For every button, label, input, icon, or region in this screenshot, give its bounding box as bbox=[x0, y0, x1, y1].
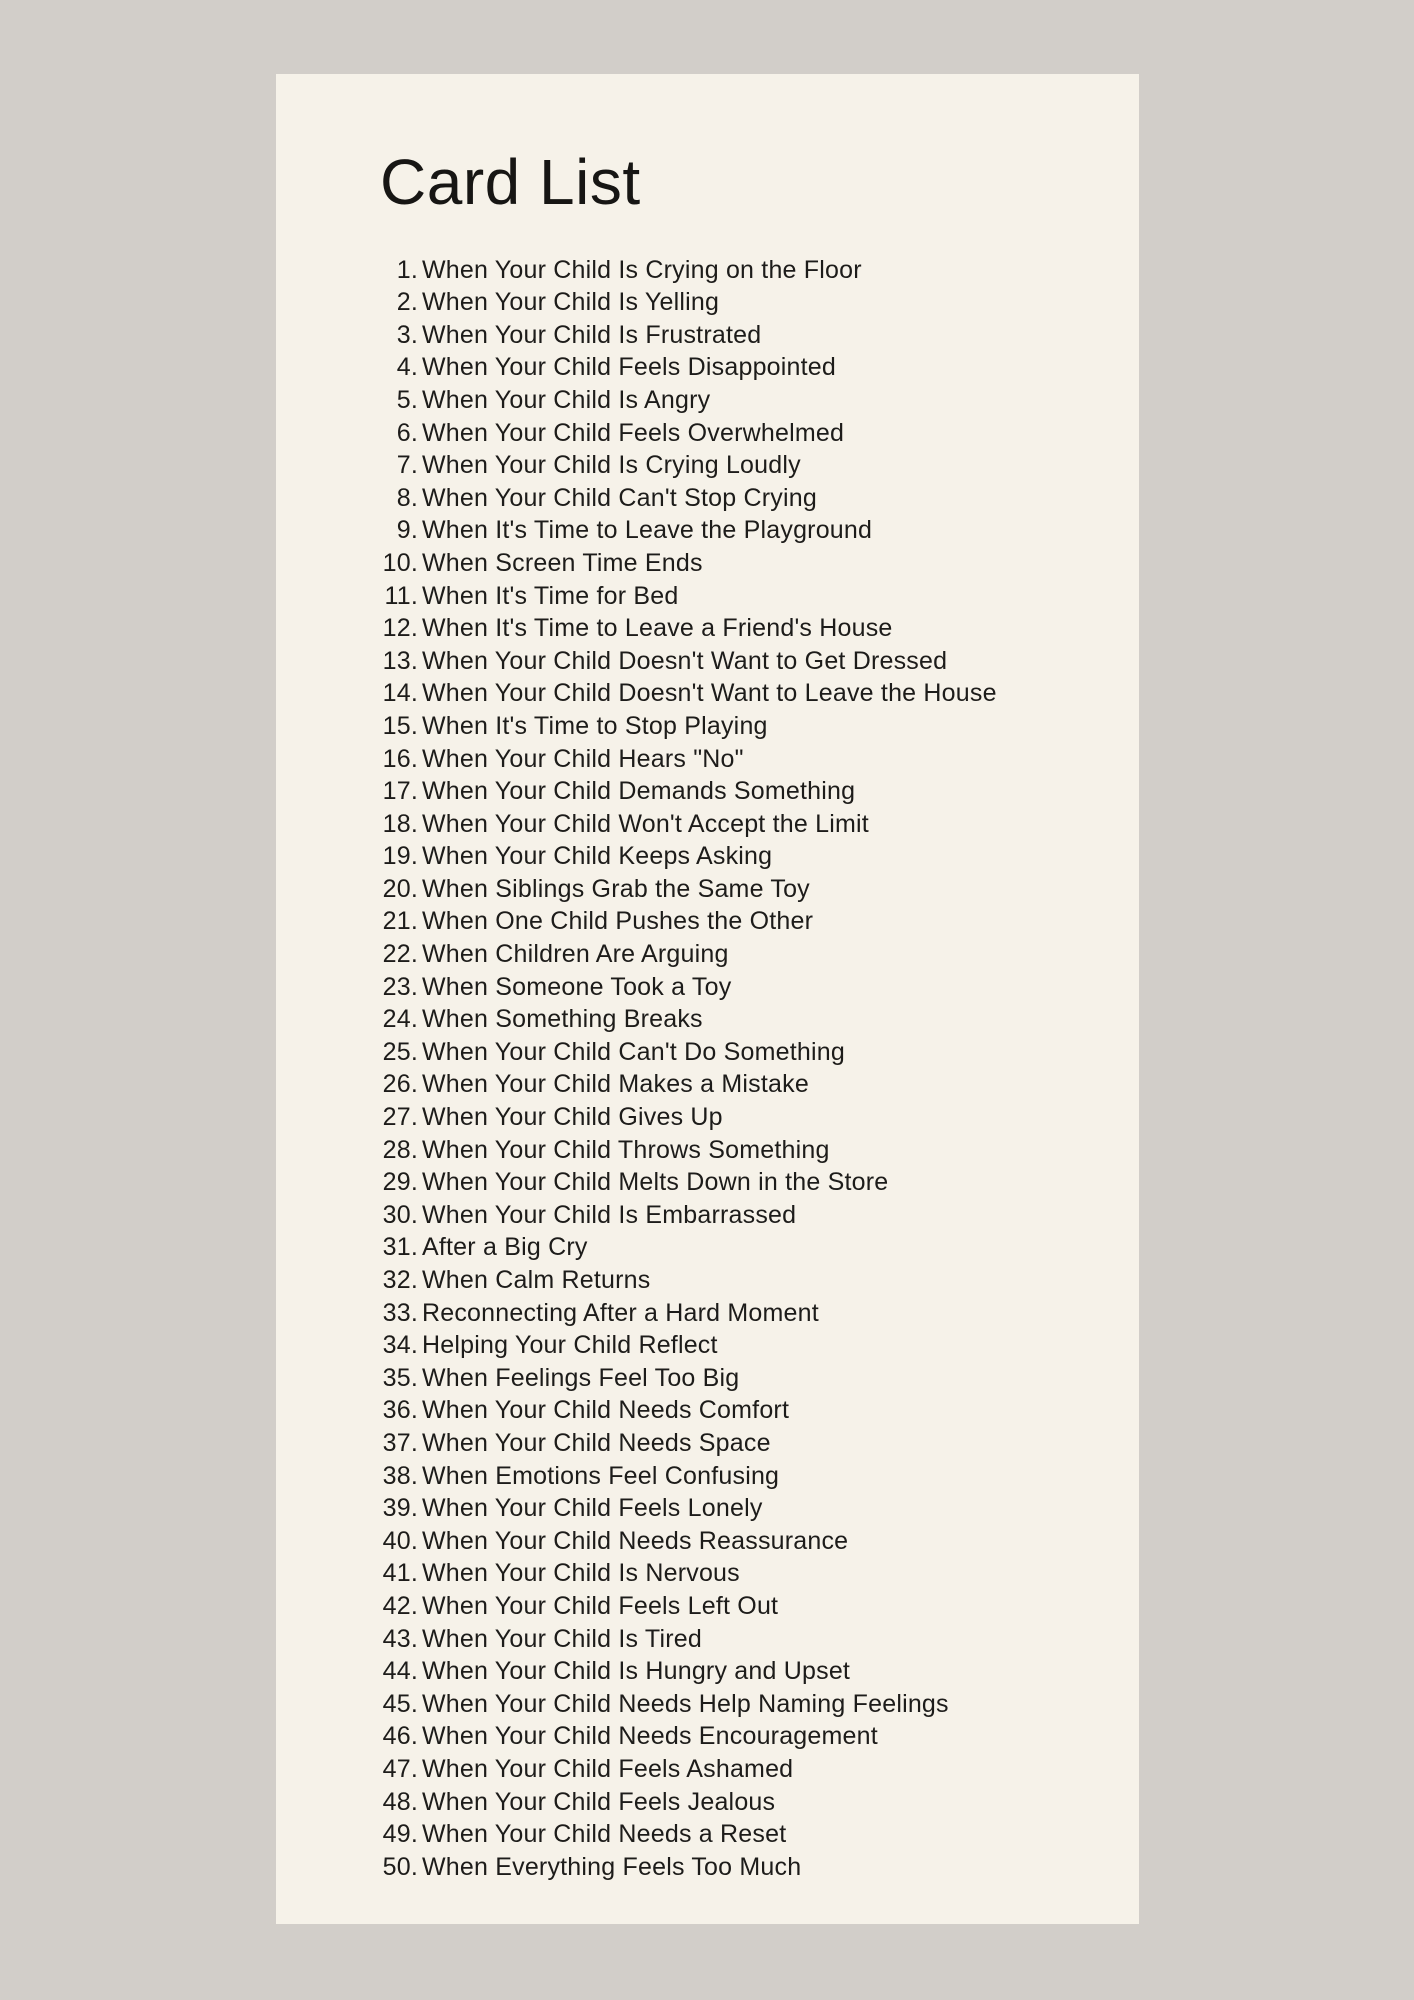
list-item-label: When Your Child Doesn't Want to Leave the House bbox=[422, 679, 997, 708]
list-item-label: When It's Time for Bed bbox=[422, 581, 679, 610]
list-item bbox=[276, 351, 1139, 384]
list-item-number: 43. bbox=[382, 1624, 418, 1653]
list-item-label: When Your Child Feels Ashamed bbox=[422, 1754, 794, 1783]
list-item-number: 19. bbox=[382, 842, 418, 871]
list-item-number: 47. bbox=[382, 1754, 418, 1783]
list-item bbox=[276, 808, 1139, 841]
list-item-number: 4. bbox=[396, 353, 418, 382]
list-item-label: When Your Child Is Nervous bbox=[422, 1559, 740, 1588]
list-item-number: 13. bbox=[382, 646, 418, 675]
list-item-number: 5. bbox=[396, 385, 418, 414]
card-list bbox=[276, 254, 1139, 1884]
list-item bbox=[276, 1068, 1139, 1101]
list-item bbox=[276, 1525, 1139, 1558]
list-item-number: 27. bbox=[382, 1103, 418, 1132]
list-item bbox=[276, 1394, 1139, 1427]
list-item-label: When Your Child Needs Encouragement bbox=[422, 1722, 878, 1751]
list-item-label: When Emotions Feel Confusing bbox=[422, 1461, 780, 1490]
list-item bbox=[276, 1720, 1139, 1753]
list-item-label: When Your Child Is Embarrassed bbox=[422, 1200, 797, 1229]
list-item-label: When Children Are Arguing bbox=[422, 940, 729, 969]
list-item-label: When Your Child Hears "No" bbox=[422, 744, 744, 773]
list-item-label: When Your Child Doesn't Want to Get Dressed bbox=[422, 646, 948, 675]
list-item bbox=[276, 710, 1139, 743]
list-item bbox=[276, 1655, 1139, 1688]
list-item-number: 12. bbox=[382, 614, 418, 643]
list-item bbox=[276, 1623, 1139, 1656]
list-item-number: 35. bbox=[382, 1363, 418, 1392]
list-item-number: 20. bbox=[382, 874, 418, 903]
list-item bbox=[276, 1231, 1139, 1264]
list-item-number: 42. bbox=[382, 1591, 418, 1620]
list-item-number: 23. bbox=[382, 972, 418, 1001]
list-item bbox=[276, 417, 1139, 450]
list-item-label: When Your Child Can't Stop Crying bbox=[422, 483, 817, 512]
list-item bbox=[276, 1557, 1139, 1590]
list-item bbox=[276, 1199, 1139, 1232]
list-item-label: When Your Child Is Frustrated bbox=[422, 320, 762, 349]
list-item-label: When Your Child Needs Help Naming Feelings bbox=[422, 1689, 949, 1718]
list-item-number: 24. bbox=[382, 1005, 418, 1034]
list-item bbox=[276, 905, 1139, 938]
list-item-label: When It's Time to Stop Playing bbox=[422, 711, 768, 740]
list-item-number: 46. bbox=[382, 1722, 418, 1751]
list-item-label: When Your Child Makes a Mistake bbox=[422, 1070, 809, 1099]
list-item-label: When Your Child Is Yelling bbox=[422, 288, 720, 317]
list-item-label: When Siblings Grab the Same Toy bbox=[422, 874, 810, 903]
list-item bbox=[276, 286, 1139, 319]
list-item-label: When It's Time to Leave the Playground bbox=[422, 516, 873, 545]
document-page bbox=[276, 74, 1139, 1924]
list-item-number: 16. bbox=[382, 744, 418, 773]
list-item-number: 36. bbox=[382, 1396, 418, 1425]
list-item-label: When Your Child Throws Something bbox=[422, 1135, 830, 1164]
list-item-number: 30. bbox=[382, 1200, 418, 1229]
list-item-label: When Your Child Is Crying Loudly bbox=[422, 451, 801, 480]
list-item-label: When Your Child Needs a Reset bbox=[422, 1820, 787, 1849]
list-item-number: 7. bbox=[396, 451, 418, 480]
list-item-number: 31. bbox=[382, 1233, 418, 1262]
list-item-label: When Your Child Keeps Asking bbox=[422, 842, 773, 871]
list-item-number: 26. bbox=[382, 1070, 418, 1099]
list-item-label: When Your Child Needs Comfort bbox=[422, 1396, 790, 1425]
list-item-number: 10. bbox=[382, 548, 418, 577]
list-item-label: When Your Child Needs Space bbox=[422, 1428, 771, 1457]
list-item-label: When Your Child Is Hungry and Upset bbox=[422, 1657, 851, 1686]
list-item bbox=[276, 677, 1139, 710]
list-item bbox=[276, 1003, 1139, 1036]
list-item-label: When Your Child Feels Jealous bbox=[422, 1787, 776, 1816]
list-item bbox=[276, 645, 1139, 678]
list-item-label: When Your Child Feels Overwhelmed bbox=[422, 418, 845, 447]
list-item-number: 8. bbox=[396, 483, 418, 512]
list-item bbox=[276, 1753, 1139, 1786]
list-item bbox=[276, 1786, 1139, 1819]
list-item-number: 29. bbox=[382, 1168, 418, 1197]
list-item-number: 41. bbox=[382, 1559, 418, 1588]
list-item bbox=[276, 1362, 1139, 1395]
list-item-label: Helping Your Child Reflect bbox=[422, 1331, 718, 1360]
list-item-label: When Your Child Can't Do Something bbox=[422, 1037, 845, 1066]
list-item-number: 1. bbox=[396, 255, 418, 284]
list-item-number: 50. bbox=[382, 1852, 418, 1881]
list-item-label: When Your Child Demands Something bbox=[422, 777, 856, 806]
list-item-label: When Feelings Feel Too Big bbox=[422, 1363, 740, 1392]
list-item-label: When Your Child Won't Accept the Limit bbox=[422, 809, 869, 838]
list-item-label: When Your Child Feels Lonely bbox=[422, 1494, 763, 1523]
list-item-number: 45. bbox=[382, 1689, 418, 1718]
list-item-number: 17. bbox=[382, 777, 418, 806]
list-item-label: When Your Child Needs Reassurance bbox=[422, 1526, 849, 1555]
list-item-label: When Something Breaks bbox=[422, 1005, 703, 1034]
list-item-number: 40. bbox=[382, 1526, 418, 1555]
list-item-number: 22. bbox=[382, 940, 418, 969]
list-item-label: When It's Time to Leave a Friend's House bbox=[422, 614, 893, 643]
list-item bbox=[276, 384, 1139, 417]
list-item-number: 18. bbox=[382, 809, 418, 838]
list-item-label: When Your Child Feels Left Out bbox=[422, 1591, 779, 1620]
list-item-label: When Your Child Is Crying on the Floor bbox=[422, 255, 862, 284]
list-item bbox=[276, 254, 1139, 287]
list-item bbox=[276, 1427, 1139, 1460]
list-item bbox=[276, 1688, 1139, 1721]
list-item-number: 34. bbox=[382, 1331, 418, 1360]
list-item bbox=[276, 1492, 1139, 1525]
list-item-number: 44. bbox=[382, 1657, 418, 1686]
list-item-number: 14. bbox=[382, 679, 418, 708]
list-item-number: 15. bbox=[382, 711, 418, 740]
list-item bbox=[276, 319, 1139, 352]
list-item-label: When Calm Returns bbox=[422, 1266, 651, 1294]
list-item-number: 49. bbox=[382, 1820, 418, 1849]
list-item-label: When Your Child Is Tired bbox=[422, 1624, 702, 1653]
list-item bbox=[276, 1166, 1139, 1199]
list-item bbox=[276, 1590, 1139, 1623]
list-item bbox=[276, 1818, 1139, 1851]
list-item bbox=[276, 547, 1139, 580]
list-item-number: 11. bbox=[384, 581, 418, 610]
list-item bbox=[276, 1460, 1139, 1493]
list-item bbox=[276, 840, 1139, 873]
list-item bbox=[276, 612, 1139, 645]
list-item-number: 33. bbox=[382, 1298, 418, 1327]
list-item bbox=[276, 449, 1139, 482]
list-item bbox=[276, 971, 1139, 1004]
list-item bbox=[276, 1036, 1139, 1069]
list-item-label: After a Big Cry bbox=[422, 1233, 588, 1262]
list-item-number: 25. bbox=[382, 1037, 418, 1066]
list-item-number: 3. bbox=[396, 320, 418, 349]
list-item-number: 2. bbox=[396, 288, 418, 317]
list-item-label: When Your Child Gives Up bbox=[422, 1103, 723, 1132]
list-item-label: When Your Child Is Angry bbox=[422, 385, 711, 414]
list-item bbox=[276, 873, 1139, 906]
list-item bbox=[276, 1329, 1139, 1362]
list-item-number: 37. bbox=[382, 1428, 418, 1457]
list-item-label: When Your Child Feels Disappointed bbox=[422, 353, 836, 382]
list-item-number: 21. bbox=[382, 907, 418, 936]
list-item-number: 38. bbox=[382, 1461, 418, 1490]
list-item-label: When Everything Feels Too Much bbox=[422, 1852, 802, 1881]
list-item bbox=[276, 1297, 1139, 1330]
list-item bbox=[276, 482, 1139, 515]
list-item-label: Reconnecting After a Hard Moment bbox=[422, 1298, 819, 1327]
list-item-number: 28. bbox=[382, 1135, 418, 1164]
list-item-number: 39. bbox=[382, 1494, 418, 1523]
list-item bbox=[276, 514, 1139, 547]
list-item bbox=[276, 775, 1139, 808]
list-item bbox=[276, 1851, 1139, 1884]
list-item-number: 48. bbox=[382, 1787, 418, 1816]
list-item-label: When Screen Time Ends bbox=[422, 548, 703, 577]
list-item-label: When Your Child Melts Down in the Store bbox=[422, 1168, 889, 1197]
list-item-label: When One Child Pushes the Other bbox=[422, 907, 814, 936]
list-item bbox=[276, 938, 1139, 971]
list-item-label: When Someone Took a Toy bbox=[422, 972, 732, 1001]
list-item-number: 6. bbox=[396, 418, 418, 447]
list-item-number: 9. bbox=[396, 516, 418, 545]
list-item-number: 32. bbox=[382, 1266, 418, 1294]
list-item bbox=[276, 1101, 1139, 1134]
list-item bbox=[276, 1264, 1139, 1297]
list-item bbox=[276, 743, 1139, 776]
list-item bbox=[276, 1134, 1139, 1167]
list-item bbox=[276, 580, 1139, 613]
page-title: Card List bbox=[380, 146, 641, 218]
